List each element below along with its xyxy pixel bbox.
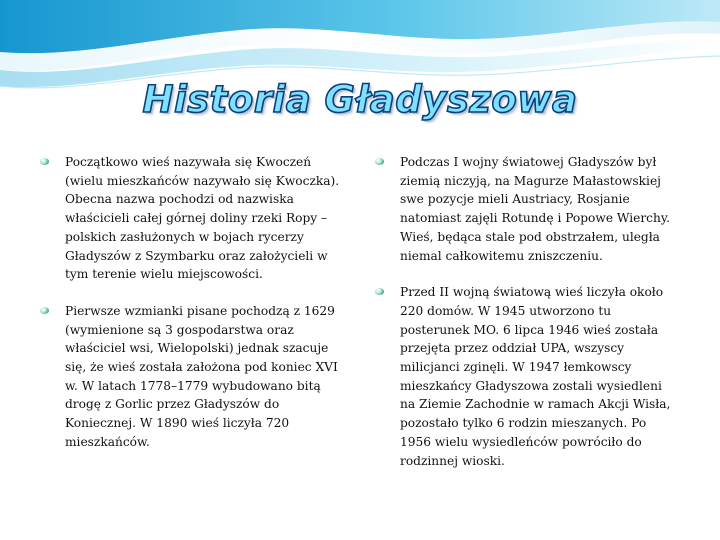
bullet-item bbox=[375, 283, 680, 470]
bullet-item bbox=[40, 153, 340, 284]
bullet-icon bbox=[375, 158, 384, 165]
right-column bbox=[375, 153, 680, 488]
bullet-text: Pierwsze wzmianki pisane pochodzą z 1629 (wymienione są 3 gospodarstwa oraz właściciel wsi, Wielopolski) jednak szacuje się, że wieś została założona pod koniec XVI w. W latach 1778–1779 wybudowano bitą drogę z Gorlic przez Gładyszów do Koniecznej. W 1890 wieś liczyła 720 mieszkańców. bbox=[65, 303, 338, 449]
bullet-item bbox=[40, 302, 340, 452]
left-column bbox=[40, 153, 340, 470]
bullet-text: Podczas I wojny światowej Gładyszów był ziemią niczyją, na Magurze Małastowskiej swe pozycje mieli Austriacy, Rosjanie natomiast zajęli Rotundę i Popowe Wierchy. Wieś, będąca stale pod obstrzałem, uległa niemal całkowitemu zniszczeniu. bbox=[400, 155, 670, 263]
bullet-text: Przed II wojną światową wieś liczyła około 220 domów. W 1945 utworzono tu posterunek MO. 6 lipca 1946 wieś została przejęta przez oddział UPA, wszyscy milicjanci zginęli. W 1947 łemkowscy mieszkańcy Gładyszowa zostali wysiedleni na Ziemie Zachodnie w ramach Akcji Wisła, pozostało tylko 6 rodzin mieszanych. Po 1956 wielu wysiedleńców powróciło do rodzinnej wioski. bbox=[400, 285, 671, 468]
slide-title: Historia Gładyszowa bbox=[142, 78, 578, 121]
bullet-text: Początkowo wieś nazywała się Kwoczeń (wielu mieszkańców nazywało się Kwoczka). Obecna nazwa pochodzi od nazwiska właścicieli całej górnej doliny rzeki Ropy – polskich zasłużonych w bojach rycerzy Gładyszów z Szymbarku oraz założycieli w tym terenie wielu miejscowości. bbox=[65, 155, 340, 282]
bullet-icon bbox=[375, 288, 384, 295]
bullet-icon bbox=[40, 158, 49, 165]
bullet-item bbox=[375, 153, 680, 265]
bullet-icon bbox=[40, 307, 49, 314]
